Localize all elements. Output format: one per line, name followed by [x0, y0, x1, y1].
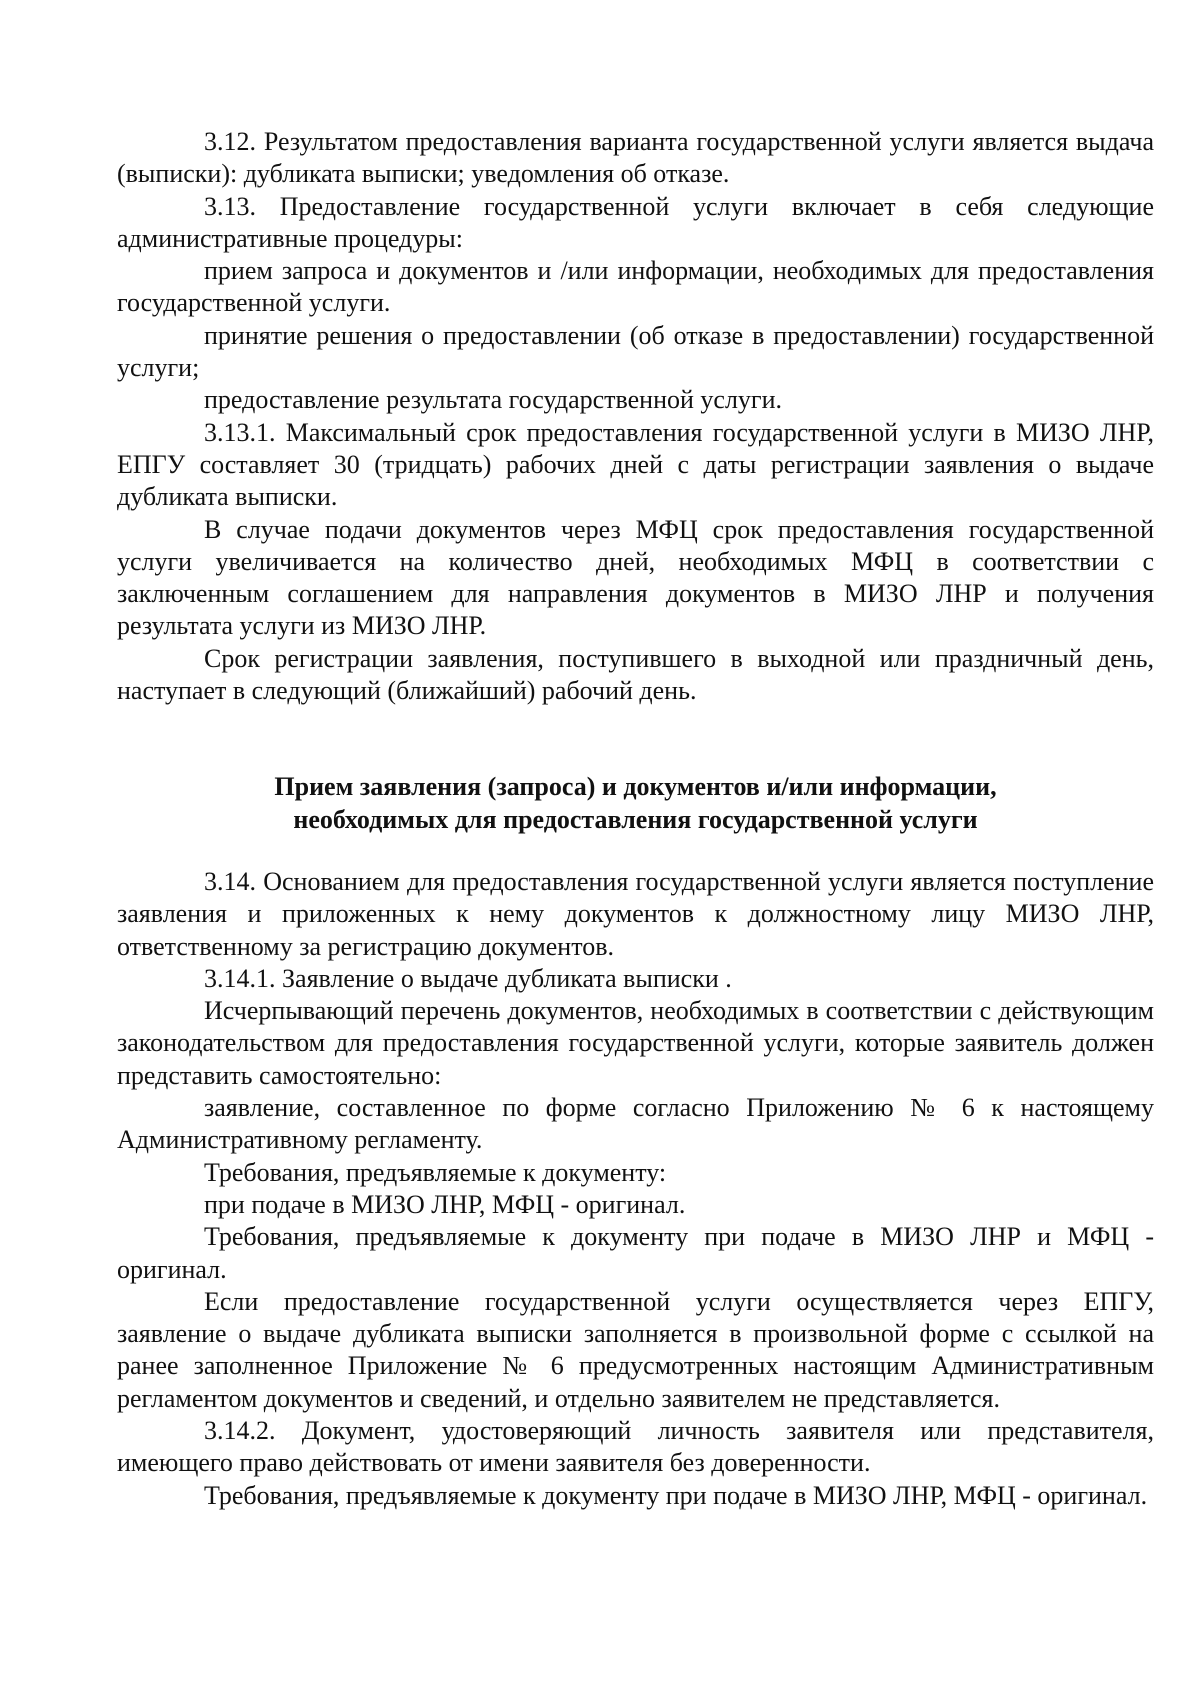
paragraph-documents-list: Исчерпывающий перечень документов, необходимых в соответствии с действующим законодательством для предоставления государственной услуги, которые заявитель должен представить самостоятельно: [117, 996, 1154, 1090]
paragraph-requirements-2: Требования, предъявляемые к документу при подаче в МИЗО ЛНР и МФЦ - оригинал. [117, 1222, 1154, 1284]
paragraph-3-14-2: 3.14.2. Документ, удостоверяющий личность заявителя или представителя, имеющего право действовать от имени заявителя без доверенности. [117, 1415, 1154, 1478]
spacer [117, 707, 1154, 771]
paragraph-application-form: заявление, составленное по форме согласно Приложению № 6 к настоящему Административному регламенту. [117, 1093, 1154, 1155]
section-heading-line-1: Прием заявления (запроса) и документов и/или информации, [274, 772, 997, 802]
document-body [117, 126, 1154, 1512]
paragraph-3-14-1: 3.14.1. Заявление о выдаче дубликата выписки . [204, 963, 732, 993]
paragraph-procedure-3: предоставление результата государственной услуги. [204, 385, 783, 415]
paragraph-3-14: 3.14. Основанием для предоставления государственной услуги является поступление заявления и приложенных к нему документов к должностному лицу МИЗО ЛНР, ответственному за регистрацию документов. [117, 866, 1154, 961]
paragraph-procedure-1: прием запроса и документов и /или информации, необходимых для предоставления государственной услуги. [117, 256, 1154, 318]
paragraph-3-12: 3.12. Результатом предоставления варианта государственной услуги является выдача (выписки): дубликата выписки; уведомления об отказе. [117, 127, 1154, 189]
paragraph-requirements-3: Требования, предъявляемые к документу при подаче в МИЗО ЛНР, МФЦ - оригинал. [204, 1480, 1148, 1510]
paragraph-requirements-1: Требования, предъявляемые к документу: [204, 1157, 667, 1187]
spacer [117, 836, 1154, 866]
paragraph-epgu: Если предоставление государственной услуги осуществляется через ЕПГУ, заявление о выдаче дубликата выписки заполняется в произвольной форме с ссылкой на ранее заполненное Приложение № 6 предусмотренных настоящим Административным регламентом документов и сведений, и отдельно заявителем не представляется. [117, 1286, 1154, 1413]
paragraph-3-13-1: 3.13.1. Максимальный срок предоставления государственной услуги в МИЗО ЛНР, ЕПГУ составляет 30 (тридцать) рабочих дней с даты регистрации заявления о выдаче дубликата выписки. [117, 417, 1154, 512]
section-heading-line-2: необходимых для предоставления государственной услуги [293, 804, 978, 834]
paragraph-3-13: 3.13. Предоставление государственной услуги включает в себя следующие административные процедуры: [117, 191, 1154, 253]
paragraph-original-1: при подаче в МИЗО ЛНР, МФЦ - оригинал. [204, 1189, 686, 1219]
paragraph-registration-term: Срок регистрации заявления, поступившего в выходной или праздничный день, наступает в следующий (ближайший) рабочий день. [117, 643, 1154, 706]
paragraph-mfc-term: В случае подачи документов через МФЦ срок предоставления государственной услуги увеличивается на количество дней, необходимых МФЦ в соответствии с заключенным соглашением для направления документов в МИЗО ЛНР и получения результата услуги из МИЗО ЛНР. [117, 514, 1154, 641]
paragraph-procedure-2: принятие решения о предоставлении (об отказе в предоставлении) государственной услуги; [117, 320, 1154, 383]
